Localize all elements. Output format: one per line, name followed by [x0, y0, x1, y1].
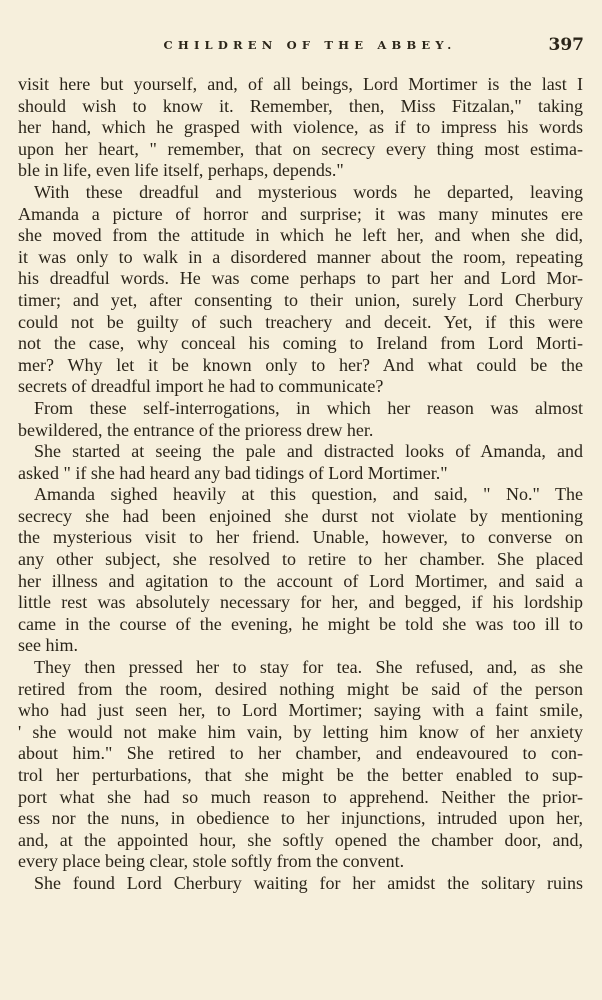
text-line: mer? Why let it be known only to her? And what could be the	[18, 354, 583, 375]
running-title: CHILDREN OF THE ABBEY.	[163, 38, 457, 52]
text-line: ess nor the nuns, in obedience to her injunctions, intruded upon her,	[18, 808, 583, 829]
text-line: timer; and yet, after consenting to their union, surely Lord Cherbury	[18, 289, 583, 310]
text-line: Amanda a picture of horror and surprise; it was many minutes ere	[18, 203, 583, 224]
paragraph-first-line: They then pressed her to stay for tea. She refused, and, as she	[34, 657, 583, 678]
text-line: ' she would not make him vain, by letting him know of her anxiety	[18, 721, 583, 742]
text-line: who had just seen her, to Lord Mortimer; saying with a faint smile,	[18, 700, 583, 721]
text-line: secrets of dreadful import he had to communicate?	[18, 376, 384, 397]
paragraph-first-line: She found Lord Cherbury waiting for her amidst the solitary ruins	[34, 872, 583, 893]
text-line: bewildered, the entrance of the prioress drew her.	[18, 419, 374, 440]
text-line: came in the course of the evening, he might be told she was too ill to	[18, 613, 583, 634]
text-line: visit here but yourself, and, of all beings, Lord Mortimer is the last I	[18, 74, 583, 94]
text-line: should wish to know it. Remember, then, Miss Fitzalan," taking	[18, 95, 583, 116]
text-line: asked " if she had heard any bad tidings of Lord Mortimer."	[18, 462, 448, 483]
paragraph-first-line: With these dreadful and mysterious words he departed, leaving	[34, 181, 583, 202]
text-line: not the case, why conceal his coming to Ireland from Lord Morti-	[18, 333, 583, 354]
text-line: secrecy she had been enjoined she durst not violate by mentioning	[18, 505, 583, 526]
body-text	[18, 74, 583, 895]
text-line: see him.	[18, 635, 78, 656]
text-line: her illness and agitation to the account of Lord Mortimer, and said a	[18, 570, 583, 591]
text-line: upon her heart, " remember, that on secrecy every thing most estima-	[18, 138, 583, 159]
page-header	[0, 36, 602, 58]
text-line: trol her perturbations, that she might be the better enabled to sup-	[18, 765, 583, 785]
text-line: any other subject, she resolved to retire to her chamber. She placed	[18, 549, 583, 570]
text-line: her hand, which he grasped with violence, as if to impress his words	[18, 117, 583, 138]
paragraph-first-line: She started at seeing the pale and distracted looks of Amanda, and	[34, 441, 583, 462]
text-line: the mysterious visit to her friend. Unable, however, to converse on	[18, 527, 583, 548]
text-line: could not be guilty of such treachery and deceit. Yet, if this were	[18, 311, 583, 332]
text-line: it was only to walk in a disordered manner about the room, repeating	[18, 246, 583, 267]
text-line: about him." She retired to her chamber, and endeavoured to con-	[18, 743, 583, 764]
text-line: every place being clear, stole softly from the convent.	[18, 851, 405, 872]
text-line: and, at the appointed hour, she softly opened the chamber door, and,	[18, 829, 583, 850]
text-line: port what she had so much reason to apprehend. Neither the prior-	[18, 786, 583, 807]
text-line: she moved from the attitude in which he left her, and when she did,	[18, 225, 583, 246]
page-number: 397	[548, 35, 584, 55]
text-line: ble in life, even life itself, perhaps, depends."	[18, 160, 344, 181]
paragraph-first-line: Amanda sighed heavily at this question, and said, " No." The	[34, 484, 583, 505]
text-line: little rest was absolutely necessary for her, and begged, if his lordship	[18, 592, 583, 613]
paragraph-first-line: From these self-interrogations, in which her reason was almost	[34, 397, 583, 418]
text-line: his dreadful words. He was come perhaps to part her and Lord Mor-	[18, 268, 583, 289]
text-line: retired from the room, desired nothing might be said of the person	[18, 678, 583, 699]
